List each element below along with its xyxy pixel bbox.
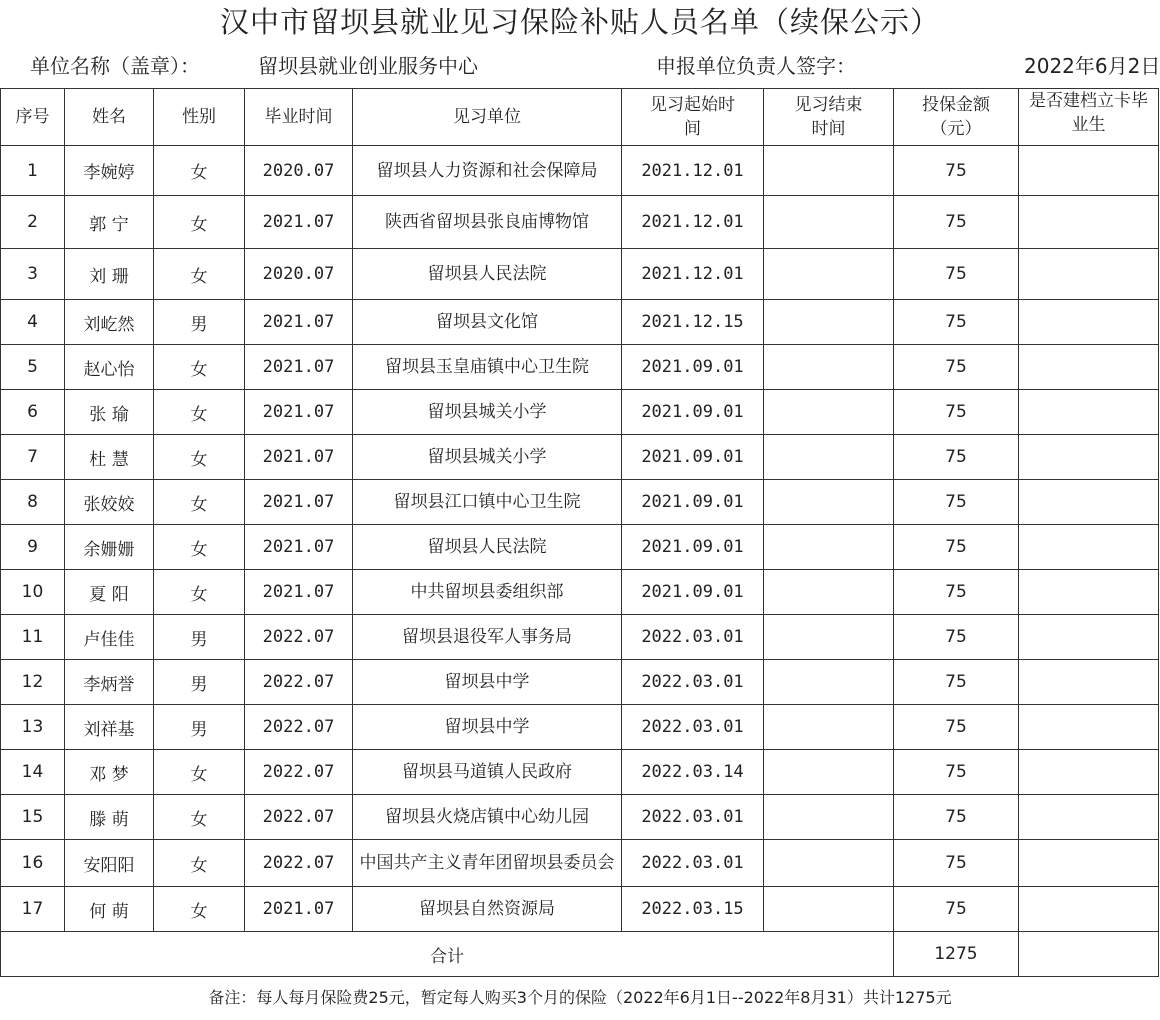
cell-grad: 2020.07 <box>245 249 353 300</box>
cell-name: 卢佳佳 <box>65 615 154 660</box>
cell-amount: 75 <box>894 345 1019 390</box>
cell-end <box>764 750 894 795</box>
cell-archive <box>1019 435 1159 480</box>
cell-unit: 留坝县人民法院 <box>353 249 622 300</box>
cell-grad: 2022.07 <box>245 660 353 705</box>
cell-archive <box>1019 615 1159 660</box>
cell-unit: 留坝县马道镇人民政府 <box>353 750 622 795</box>
cell-name: 刘屹然 <box>65 300 154 345</box>
cell-archive <box>1019 570 1159 615</box>
cell-gender: 女 <box>154 196 245 249</box>
cell-unit: 留坝县退役军人事务局 <box>353 615 622 660</box>
cell-name: 刘 珊 <box>65 249 154 300</box>
cell-index: 1 <box>1 146 65 196</box>
cell-grad: 2021.07 <box>245 390 353 435</box>
cell-amount: 75 <box>894 570 1019 615</box>
cell-start: 2022.03.01 <box>622 840 764 887</box>
cell-archive <box>1019 146 1159 196</box>
cell-gender: 女 <box>154 390 245 435</box>
cell-amount: 75 <box>894 525 1019 570</box>
cell-gender: 男 <box>154 615 245 660</box>
total-archive <box>1019 932 1159 977</box>
total-amount: 1275 <box>894 932 1019 977</box>
table-row <box>1 435 1159 480</box>
cell-start: 2021.09.01 <box>622 570 764 615</box>
cell-end <box>764 390 894 435</box>
cell-name: 余姗姗 <box>65 525 154 570</box>
cell-gender: 女 <box>154 795 245 840</box>
cell-unit: 留坝县江口镇中心卫生院 <box>353 480 622 525</box>
table-row <box>1 660 1159 705</box>
table-row <box>1 390 1159 435</box>
header-row <box>1 89 1159 146</box>
cell-grad: 2022.07 <box>245 840 353 887</box>
cell-end <box>764 887 894 932</box>
cell-name: 夏 阳 <box>65 570 154 615</box>
cell-archive <box>1019 480 1159 525</box>
cell-start: 2021.09.01 <box>622 345 764 390</box>
cell-end <box>764 570 894 615</box>
cell-start: 2022.03.15 <box>622 887 764 932</box>
cell-start: 2022.03.01 <box>622 660 764 705</box>
cell-start: 2022.03.14 <box>622 750 764 795</box>
cell-start: 2021.09.01 <box>622 390 764 435</box>
cell-end <box>764 615 894 660</box>
cell-name: 张姣姣 <box>65 480 154 525</box>
unit-value: 留坝县就业创业服务中心 <box>258 54 478 78</box>
cell-index: 6 <box>1 390 65 435</box>
table-row <box>1 300 1159 345</box>
cell-index: 2 <box>1 196 65 249</box>
cell-index: 7 <box>1 435 65 480</box>
cell-grad: 2022.07 <box>245 615 353 660</box>
cell-start: 2021.12.01 <box>622 146 764 196</box>
roster-table <box>0 88 1159 977</box>
cell-start: 2021.12.01 <box>622 196 764 249</box>
info-row <box>0 44 1160 88</box>
cell-start: 2022.03.01 <box>622 795 764 840</box>
header-grad: 毕业时间 <box>245 89 353 146</box>
table-row <box>1 750 1159 795</box>
cell-end <box>764 196 894 249</box>
cell-index: 5 <box>1 345 65 390</box>
cell-unit: 留坝县人民法院 <box>353 525 622 570</box>
cell-start: 2021.09.01 <box>622 480 764 525</box>
cell-index: 13 <box>1 705 65 750</box>
cell-end <box>764 345 894 390</box>
signer-label: 申报单位负责人签字： <box>656 54 856 78</box>
cell-amount: 75 <box>894 300 1019 345</box>
cell-start: 2021.12.01 <box>622 249 764 300</box>
cell-archive <box>1019 390 1159 435</box>
cell-index: 4 <box>1 300 65 345</box>
cell-index: 15 <box>1 795 65 840</box>
table-row <box>1 345 1159 390</box>
cell-start: 2021.09.01 <box>622 435 764 480</box>
cell-amount: 75 <box>894 435 1019 480</box>
cell-grad: 2020.07 <box>245 146 353 196</box>
cell-archive <box>1019 300 1159 345</box>
cell-end <box>764 435 894 480</box>
header-gender: 性别 <box>154 89 245 146</box>
table-row <box>1 840 1159 887</box>
cell-index: 10 <box>1 570 65 615</box>
cell-grad: 2021.07 <box>245 196 353 249</box>
total-row <box>1 932 1159 977</box>
cell-end <box>764 300 894 345</box>
cell-unit: 留坝县自然资源局 <box>353 887 622 932</box>
cell-start: 2021.09.01 <box>622 525 764 570</box>
cell-end <box>764 480 894 525</box>
table-row <box>1 480 1159 525</box>
cell-amount: 75 <box>894 249 1019 300</box>
cell-archive <box>1019 705 1159 750</box>
cell-name: 滕 萌 <box>65 795 154 840</box>
cell-unit: 留坝县人力资源和社会保障局 <box>353 146 622 196</box>
cell-index: 12 <box>1 660 65 705</box>
table-row <box>1 615 1159 660</box>
cell-index: 14 <box>1 750 65 795</box>
cell-unit: 留坝县玉皇庙镇中心卫生院 <box>353 345 622 390</box>
cell-amount: 75 <box>894 196 1019 249</box>
cell-archive <box>1019 840 1159 887</box>
cell-unit: 留坝县文化馆 <box>353 300 622 345</box>
cell-name: 李炳誉 <box>65 660 154 705</box>
cell-amount: 75 <box>894 660 1019 705</box>
cell-end <box>764 249 894 300</box>
cell-gender: 女 <box>154 480 245 525</box>
cell-gender: 女 <box>154 146 245 196</box>
unit-label: 单位名称（盖章）： <box>30 54 200 78</box>
cell-unit: 留坝县火烧店镇中心幼儿园 <box>353 795 622 840</box>
cell-name: 郭 宁 <box>65 196 154 249</box>
cell-index: 17 <box>1 887 65 932</box>
cell-grad: 2022.07 <box>245 705 353 750</box>
table-row <box>1 705 1159 750</box>
cell-index: 9 <box>1 525 65 570</box>
table-row <box>1 795 1159 840</box>
header-unit: 见习单位 <box>353 89 622 146</box>
cell-amount: 75 <box>894 705 1019 750</box>
cell-index: 16 <box>1 840 65 887</box>
cell-grad: 2021.07 <box>245 570 353 615</box>
cell-amount: 75 <box>894 390 1019 435</box>
cell-gender: 女 <box>154 887 245 932</box>
cell-amount: 75 <box>894 887 1019 932</box>
cell-amount: 75 <box>894 795 1019 840</box>
cell-index: 3 <box>1 249 65 300</box>
cell-archive <box>1019 795 1159 840</box>
cell-gender: 女 <box>154 570 245 615</box>
header-start: 见习起始时间 <box>622 89 764 146</box>
report-date: 2022年6月2日 <box>1024 54 1160 78</box>
cell-name: 邓 梦 <box>65 750 154 795</box>
cell-gender: 男 <box>154 660 245 705</box>
cell-amount: 75 <box>894 840 1019 887</box>
cell-unit: 留坝县城关小学 <box>353 435 622 480</box>
cell-unit: 留坝县城关小学 <box>353 390 622 435</box>
table-row <box>1 525 1159 570</box>
cell-end <box>764 525 894 570</box>
cell-unit: 陕西省留坝县张良庙博物馆 <box>353 196 622 249</box>
cell-unit: 中国共产主义青年团留坝县委员会 <box>353 840 622 887</box>
header-index: 序号 <box>1 89 65 146</box>
cell-gender: 女 <box>154 525 245 570</box>
cell-name: 安阳阳 <box>65 840 154 887</box>
cell-archive <box>1019 750 1159 795</box>
cell-end <box>764 660 894 705</box>
header-end: 见习结束时间 <box>764 89 894 146</box>
cell-end <box>764 705 894 750</box>
cell-amount: 75 <box>894 146 1019 196</box>
cell-start: 2021.12.15 <box>622 300 764 345</box>
cell-grad: 2021.07 <box>245 887 353 932</box>
cell-gender: 男 <box>154 300 245 345</box>
cell-grad: 2021.07 <box>245 345 353 390</box>
cell-unit: 中共留坝县委组织部 <box>353 570 622 615</box>
cell-name: 张 瑜 <box>65 390 154 435</box>
cell-grad: 2021.07 <box>245 525 353 570</box>
cell-archive <box>1019 660 1159 705</box>
cell-grad: 2022.07 <box>245 795 353 840</box>
cell-name: 李婉婷 <box>65 146 154 196</box>
header-name: 姓名 <box>65 89 154 146</box>
cell-end <box>764 146 894 196</box>
cell-amount: 75 <box>894 615 1019 660</box>
table-row <box>1 887 1159 932</box>
cell-grad: 2021.07 <box>245 300 353 345</box>
cell-name: 何 萌 <box>65 887 154 932</box>
cell-gender: 女 <box>154 249 245 300</box>
table-row <box>1 146 1159 196</box>
document-title: 汉中市留坝县就业见习保险补贴人员名单（续保公示） <box>219 5 940 39</box>
cell-end <box>764 840 894 887</box>
header-archive: 是否建档立卡毕业生 <box>1019 89 1159 146</box>
cell-amount: 75 <box>894 480 1019 525</box>
cell-name: 杜 慧 <box>65 435 154 480</box>
cell-start: 2022.03.01 <box>622 615 764 660</box>
cell-archive <box>1019 525 1159 570</box>
total-label: 合计 <box>1 932 894 977</box>
table-row <box>1 249 1159 300</box>
cell-grad: 2021.07 <box>245 435 353 480</box>
footnote: 备注：每人每月保险费25元，暂定每人购买3个月的保险（2022年6月1日--2022年8月31）共计1275元 <box>208 988 952 1007</box>
cell-grad: 2021.07 <box>245 480 353 525</box>
cell-index: 11 <box>1 615 65 660</box>
cell-index: 8 <box>1 480 65 525</box>
cell-end <box>764 795 894 840</box>
cell-archive <box>1019 196 1159 249</box>
cell-start: 2022.03.01 <box>622 705 764 750</box>
cell-gender: 女 <box>154 435 245 480</box>
cell-amount: 75 <box>894 750 1019 795</box>
cell-gender: 女 <box>154 840 245 887</box>
cell-grad: 2022.07 <box>245 750 353 795</box>
cell-archive <box>1019 249 1159 300</box>
cell-name: 刘祥基 <box>65 705 154 750</box>
cell-unit: 留坝县中学 <box>353 705 622 750</box>
cell-gender: 女 <box>154 750 245 795</box>
cell-unit: 留坝县中学 <box>353 660 622 705</box>
cell-archive <box>1019 345 1159 390</box>
cell-gender: 男 <box>154 705 245 750</box>
header-amount: 投保金额（元） <box>894 89 1019 146</box>
table-row <box>1 196 1159 249</box>
cell-gender: 女 <box>154 345 245 390</box>
cell-name: 赵心怡 <box>65 345 154 390</box>
table-row <box>1 570 1159 615</box>
cell-archive <box>1019 887 1159 932</box>
